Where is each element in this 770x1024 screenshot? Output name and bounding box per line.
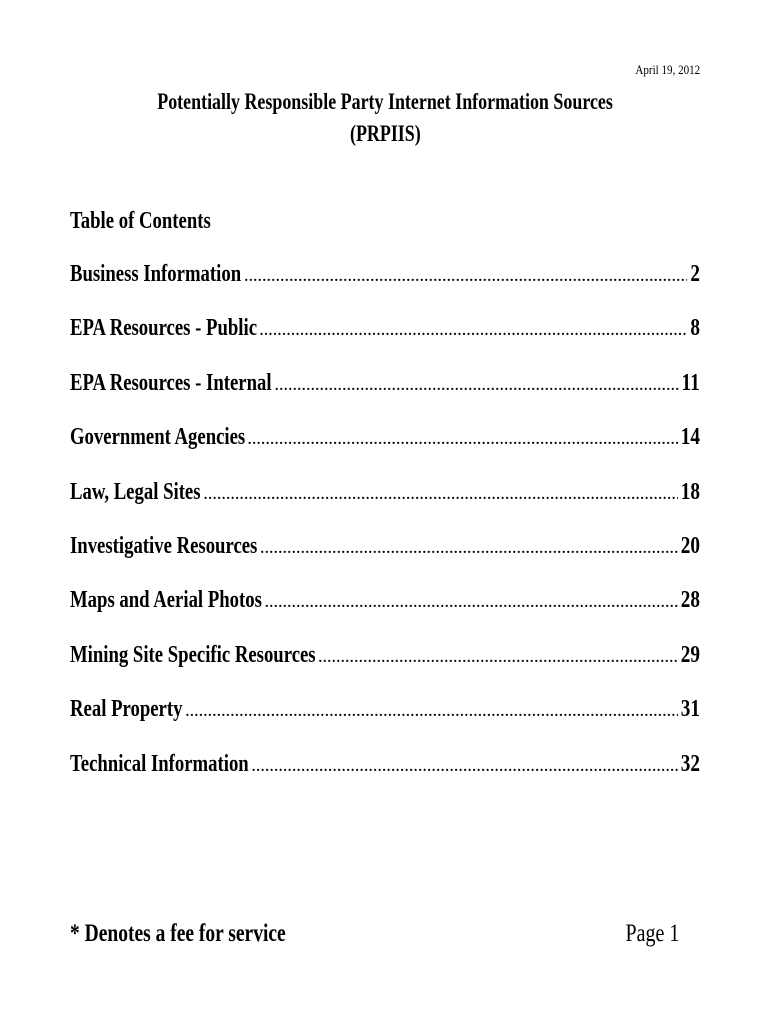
toc-entry-label: Real Property xyxy=(70,696,183,723)
page-number: Page 1 xyxy=(625,920,679,947)
table-of-contents xyxy=(70,261,700,805)
toc-dot-leader xyxy=(252,760,678,776)
toc-dot-leader xyxy=(275,379,679,395)
toc-dot-leader xyxy=(260,324,688,340)
toc-entry-epa-resources-internal[interactable] xyxy=(70,370,700,424)
toc-dot-leader xyxy=(248,433,678,449)
toc-entry-label: Government Agencies xyxy=(70,424,246,451)
toc-entry-real-property[interactable] xyxy=(70,696,700,750)
toc-entry-label: Technical Information xyxy=(70,750,249,777)
document-date: April 19, 2012 xyxy=(635,62,700,77)
toc-entry-label: Law, Legal Sites xyxy=(70,478,201,505)
toc-entry-business-information[interactable] xyxy=(70,261,700,315)
toc-entry-page: 2 xyxy=(690,261,700,287)
toc-entry-law-legal-sites[interactable] xyxy=(70,479,700,533)
toc-entry-government-agencies[interactable] xyxy=(70,424,700,478)
toc-dot-leader xyxy=(261,542,678,558)
toc-entry-label: Business Information xyxy=(70,261,242,287)
toc-entry-epa-resources-public[interactable] xyxy=(70,315,700,369)
toc-entry-page: 14 xyxy=(680,424,700,451)
toc-entry-page: 11 xyxy=(681,369,700,396)
toc-dot-leader xyxy=(245,270,688,286)
toc-heading: Table of Contents xyxy=(70,208,211,234)
document-title xyxy=(0,86,770,150)
toc-entry-page: 28 xyxy=(680,587,700,614)
toc-dot-leader xyxy=(186,705,678,721)
toc-entry-label: Mining Site Specific Resources xyxy=(70,641,316,668)
fee-footnote: * Denotes a fee for service xyxy=(70,920,286,947)
toc-entry-page: 31 xyxy=(680,696,700,723)
title-line-1: Potentially Responsible Party Internet Information Sources xyxy=(157,89,613,114)
toc-entry-page: 8 xyxy=(690,315,700,342)
toc-entry-investigative-resources[interactable] xyxy=(70,533,700,587)
toc-entry-label: Investigative Resources xyxy=(70,532,258,559)
toc-entry-page: 18 xyxy=(680,478,700,505)
toc-entry-label: Maps and Aerial Photos xyxy=(70,587,262,614)
toc-entry-label: EPA Resources - Internal xyxy=(70,369,272,396)
toc-entry-mining-site-resources[interactable] xyxy=(70,642,700,696)
toc-dot-leader xyxy=(318,651,677,667)
toc-entry-label: EPA Resources - Public xyxy=(70,315,258,342)
toc-entry-page: 20 xyxy=(680,532,700,559)
toc-entry-technical-information[interactable] xyxy=(70,751,700,805)
title-line-2: (PRPIIS) xyxy=(349,121,421,146)
toc-entry-page: 32 xyxy=(680,750,700,777)
toc-entry-maps-aerial-photos[interactable] xyxy=(70,587,700,641)
toc-entry-page: 29 xyxy=(680,641,700,668)
toc-dot-leader xyxy=(204,488,678,504)
toc-dot-leader xyxy=(265,596,678,612)
